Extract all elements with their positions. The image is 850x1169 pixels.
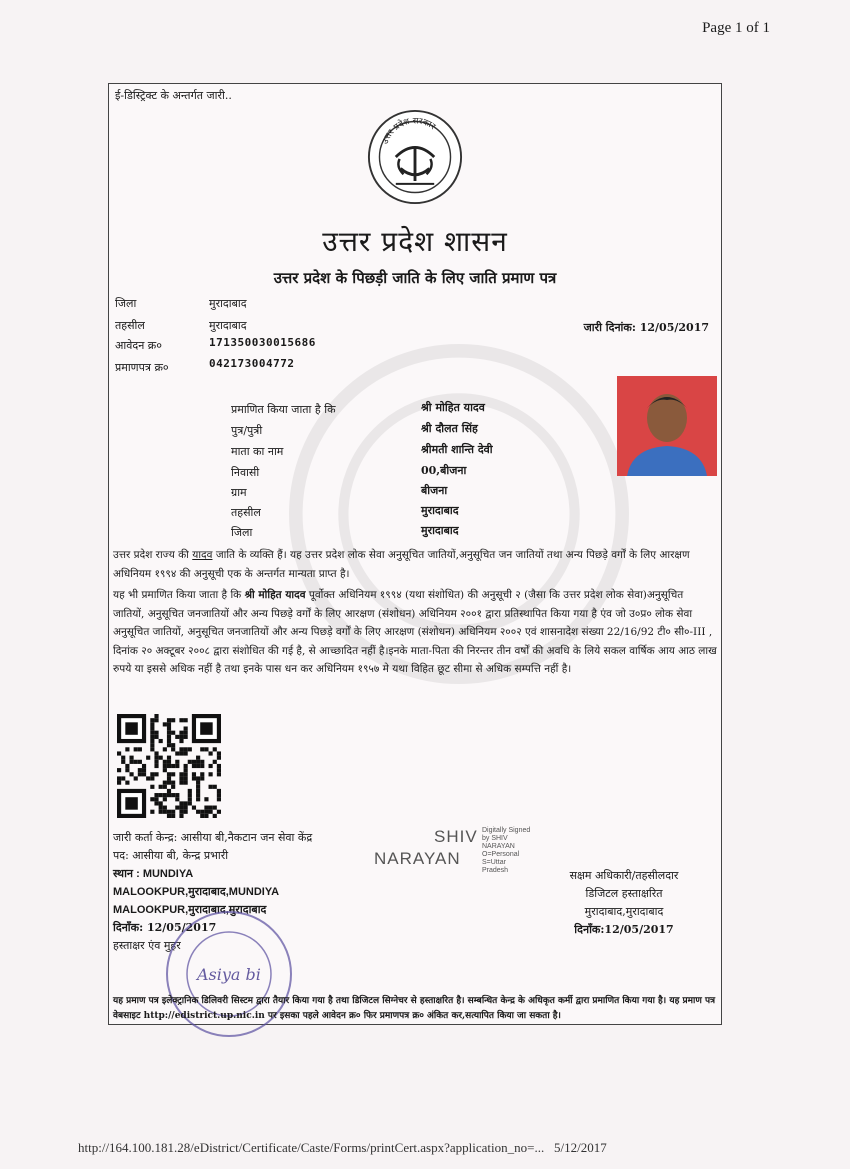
person-value: श्रीमती शान्ति देवी [421, 443, 493, 456]
certificate-subtitle: उत्तर प्रदेश के पिछड़ी जाति के लिए जाति प्रमाण पत्र [273, 269, 557, 287]
digital-signature-name-2: NARAYAN [374, 849, 461, 868]
qr-code-icon [117, 714, 221, 818]
stamp-signature: Asiya bi [197, 965, 261, 984]
field-value-district: मुरादाबाद [209, 297, 247, 310]
field-label-application-no: आवेदन क्र० [115, 339, 162, 352]
field-label-district: जिला [115, 297, 137, 310]
person-label: तहसील [231, 506, 261, 519]
person-value: मुरादाबाद [421, 504, 459, 517]
issuer-center: जारी कर्ता केन्द्र: आसीया बी,नैकटान जन सेवा केंद्र [113, 831, 313, 844]
authority-date: दिनाँक:12/05/2017 [574, 923, 674, 936]
footnote: यह प्रमाण पत्र इलेक्ट्रानिक डिलिवरी सिस्टम द्वारा तैयार किया गया है तथा डिजिटल सिग्नेचर से हस्ताक्षरित है। सम्बन्धित केन्द्र के अधिकृत कर्मी द्वारा प्रमाणित किया गया है। यह प्रमाण पत्र वेबसाइट http://edistrict.up.nic.in पर इसका पहले आवेदन क्र० फिर प्रमाणपत्र क्र० अंकित कर,सत्यापित किया जा सकता है। [113, 996, 716, 1021]
authority-signed: डिजिटल हस्ताक्षरित [585, 887, 663, 900]
certificate-title: उत्तर प्रदेश शासन [322, 225, 508, 258]
person-value: मुरादाबाद [421, 524, 459, 537]
issue-date: जारी दिनांक: 12/05/2017 [583, 321, 709, 334]
certificate [108, 83, 722, 1025]
issuer-date: दिनाँक: 12/05/2017 [113, 921, 217, 934]
issuer-sign-label: हस्ताक्षर एंव मुहर [113, 939, 181, 952]
authority-place: मुरादाबाद,मुरादाबाद [584, 905, 664, 918]
up-emblem-icon [367, 109, 463, 205]
person-value: श्री मोहित यादव [421, 401, 485, 414]
caste-paragraph: उत्तर प्रदेश राज्य की यादव जाति के व्यक्ति हैं। यह उत्तर प्रदेश लोक सेवा अनुसूचित जातियों,अनुसूचित जन जातियों तथा अन्य पिछड़े वर्गों के लिए आरक्षण अधिनियम १९९४ की अनुसूची एक के अन्तर्गत मान्यता प्राप्त है। [113, 549, 690, 580]
footer-url: http://164.100.181.28/eDistrict/Certificate/Caste/Forms/printCert.aspx?application_no=... 5/12/2017 [78, 1140, 607, 1155]
issuer-place: स्थान : MUNDIYA [113, 868, 194, 880]
page-number: Page 1 of 1 [702, 20, 770, 36]
emblem-text: उत्तर प्रदेश सरकार [380, 116, 438, 146]
person-value: बीजना [421, 484, 448, 497]
issuer-address-1: MALOOKPUR,मुरादाबाद,MUNDIYA [113, 886, 280, 898]
person-label: जिला [231, 526, 253, 539]
certification-paragraph: यह भी प्रमाणित किया जाता है कि श्री मोहित यादव पूर्वोक्त अधिनियम १९९४ (यथा संशोधित) की अनुसूची २ (जैसा कि उत्तर प्रदेश लोक सेवा)अनुसूचित जातियों, अनुसूचित जनजातियों और अन्य पिछड़े वर्गों के लिए आरक्षण (संशोधन) अधिनियम २००१ द्वारा प्रतिस्थापित किया गया है एंव जो उ०प्र० लोक सेवा अनुसूचित जातियों, अनुसूचित जनजातियों और अन्य पिछड़े वर्गों के लिए आरक्षण (संशोधन) अधिनियम २००२ एवं शासनादेश संख्या 22/16/92 टी० सी०-III , दिनांक २० अक्टूबर २००८ द्वारा संशोधित की गई है, से आच्छादित नहीं है।इनके माता-पिता की निरन्तर तीन वर्षों की अवधि के लिये सकल वार्षिक आय आठ लाख रुपये या इससे अधिक नहीं है तथा इनके पास धन कर अधिनियम १९५७ मे यथा विहित छूट सीमा से अधिक सम्पत्ति नहीं है। [113, 589, 717, 675]
person-label: पुत्र/पुत्री [231, 424, 263, 437]
issuer-address-2: MALOOKPUR,मुरादाबाद,मुरादाबाद [113, 904, 267, 916]
digital-signature-details: Digitally Signed by SHIV NARAYAN O=Personal S=Uttar Pradesh [482, 827, 531, 874]
field-label-tehsil: तहसील [115, 319, 145, 332]
issuer-post: पद: आसीया बी, केन्द्र प्रभारी [113, 849, 229, 862]
field-label-certificate-no: प्रमाणपत्र क्र० [115, 361, 169, 374]
digital-signature-name-1: SHIV [434, 827, 478, 846]
person-label: ग्राम [231, 486, 247, 499]
field-value-tehsil: मुरादाबाद [209, 319, 247, 332]
applicant-photo [617, 376, 717, 476]
person-label: प्रमाणित किया जाता है कि [231, 403, 336, 416]
person-value: श्री दौलत सिंह [421, 422, 478, 435]
person-value: 00,बीजना [421, 464, 467, 477]
person-label: निवासी [231, 466, 260, 479]
authority-title: सक्षम अधिकारी/तहसीलदार [569, 869, 679, 882]
field-value-application-no: 171350030015686 [209, 336, 316, 349]
field-value-certificate-no: 042173004772 [209, 357, 295, 370]
header-note: ई-डिस्ट्रिक्ट के अन्तर्गत जारी.. [115, 89, 232, 102]
person-label: माता का नाम [231, 445, 284, 458]
